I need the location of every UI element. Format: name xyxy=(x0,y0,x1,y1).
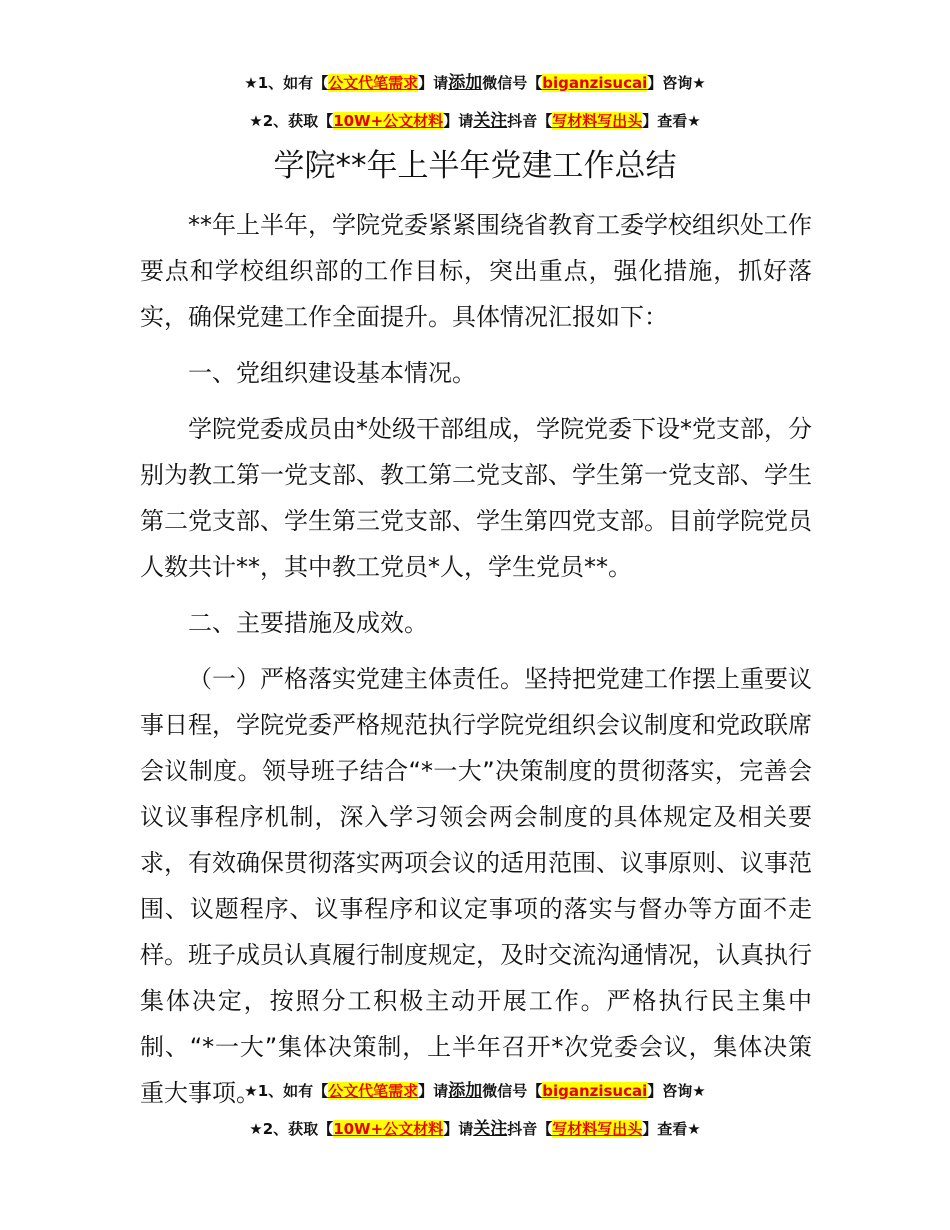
notice-text: ★1、如有【 xyxy=(244,1082,329,1100)
notice-text: 】请 xyxy=(443,112,474,130)
footer-notice-line-2 xyxy=(0,1114,950,1139)
section-heading-1: 一、党组织建设基本情况。 xyxy=(188,359,476,387)
notice-text: ★1、如有【 xyxy=(244,74,329,92)
header-notice-line-2 xyxy=(0,106,950,131)
notice-highlight: 公文代笔需求 xyxy=(328,1082,419,1100)
notice-text: 抖音【 xyxy=(507,1120,553,1138)
notice-highlight: 10W+公文材料 xyxy=(333,1120,444,1138)
notice-douyin-id: 写材料写出头 xyxy=(552,1120,643,1138)
notice-text: 微信号【 xyxy=(482,1082,543,1100)
section-heading-2: 二、主要措施及成效。 xyxy=(188,609,428,637)
notice-underlined: 添加 xyxy=(448,73,483,93)
notice-text: ★2、获取【 xyxy=(249,1120,334,1138)
notice-text: 】请 xyxy=(443,1120,474,1138)
notice-text: ★2、获取【 xyxy=(249,112,334,130)
notice-wechat-id: biganzisucai xyxy=(542,1082,648,1100)
notice-text: 微信号【 xyxy=(482,74,543,92)
paragraph-organization: 学院党委成员由*处级干部组成，学院党委下设*党支部，分别为教工第一党支部、教工第二党支部、学生第一党支部、学生第二党支部、学生第三党支部、学生第四党支部。目前学院党员人数共计**，其中教工党员*人，学生党员**。 xyxy=(140,415,812,581)
notice-wechat-id: biganzisucai xyxy=(542,74,648,92)
footer-notice-line-1 xyxy=(0,1076,950,1101)
notice-text: 】查看★ xyxy=(642,112,701,130)
document-body xyxy=(140,202,812,1116)
paragraph-measures: （一）严格落实党建主体责任。坚持把党建工作摆上重要议事日程，学院党委严格规范执行学院党组织会议制度和党政联席会议制度。领导班子结合“*一大”决策制度的贯彻落实，完善会议议事程序机制，深入学习领会两会制度的具体规定及相关要求，有效确保贯彻落实两项会议的适用范围、议事原则、议事范围、议题程序、议事程序和议定事项的落实与督办等方面不走样。班子成员认真履行制度规定，及时交流沟通情况，认真执行集体决定，按照分工积极主动开展工作。严格执行民主集中制、“*一大”集体决策制，上半年召开*次党委会议，集体决策重大事项。 xyxy=(140,665,812,1107)
notice-text: 】查看★ xyxy=(642,1120,701,1138)
notice-text: 】请 xyxy=(418,1082,449,1100)
notice-text: 】咨询★ xyxy=(647,1082,706,1100)
notice-douyin-id: 写材料写出头 xyxy=(552,112,643,130)
paragraph-intro: **年上半年，学院党委紧紧围绕省教育工委学校组织处工作要点和学校组织部的工作目标，突出重点，强化措施，抓好落实，确保党建工作全面提升。具体情况汇报如下： xyxy=(140,211,812,331)
notice-text: 抖音【 xyxy=(507,112,553,130)
notice-underlined: 关注 xyxy=(473,1119,508,1139)
header-notice-line-1 xyxy=(0,68,950,93)
notice-underlined: 关注 xyxy=(473,111,508,131)
notice-text: 】请 xyxy=(418,74,449,92)
notice-text: 】咨询★ xyxy=(647,74,706,92)
document-title: 学院**年上半年党建工作总结 xyxy=(273,148,677,184)
notice-underlined: 添加 xyxy=(448,1081,483,1101)
notice-highlight: 10W+公文材料 xyxy=(333,112,444,130)
notice-highlight: 公文代笔需求 xyxy=(328,74,419,92)
